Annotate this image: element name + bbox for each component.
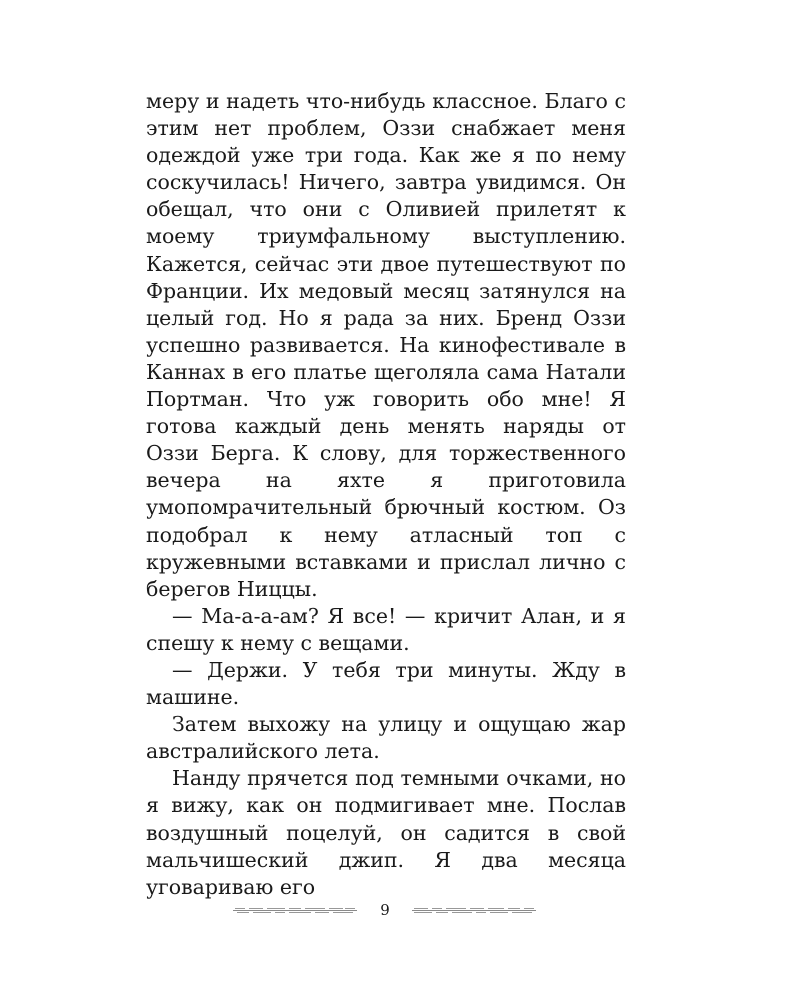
paragraph-1: меру и надеть что-нибудь классное. Благо с этим нет проблем, Оззи снабжает меня одеждой уже три года. Как же я по нему соскучилась! Ничего, завтра увидимся. Он обещал, что они с Оливией прилетят к моему триумфальному выступлению. Кажется, сейчас эти двое путешествуют по Франции. Их медовый месяц затянулся на целый год. Но я рада за них. Бренд Оззи успешно развивается. На кинофестивале в Каннах в его платье щеголяла сама Натали Портман. Что уж говорить обо мне! Я готова каждый день менять наряды от Оззи Берга. К слову, для торжественного вечера на яхте я приготовила умопомрачительный брючный костюм. Оз подобрал к нему атласный топ с кружевными вставками и прислал лично с берегов Ниццы. [146,89,626,601]
body-text [146,88,626,901]
paragraph-5: Нанду прячется под темными очками, но я вижу, как он подмигивает мне. Послав воздушный поцелуй, он садится в свой мальчишеский джип. Я два месяца уговариваю его [146,766,626,899]
paragraph-3: — Держи. У тебя три минуты. Жду в машине. [146,657,626,710]
page-footer [0,900,800,924]
left-ornament-icon [233,907,357,915]
page-number: 9 [380,901,390,919]
paragraph-4: Затем выхожу на улицу и ощущаю жар австралийского лета. [146,712,626,764]
paragraph-2: — Ма-а-а-ам? Я все! — кричит Алан, и я спешу к нему с вещами. [146,603,626,655]
right-ornament-icon [412,907,536,915]
